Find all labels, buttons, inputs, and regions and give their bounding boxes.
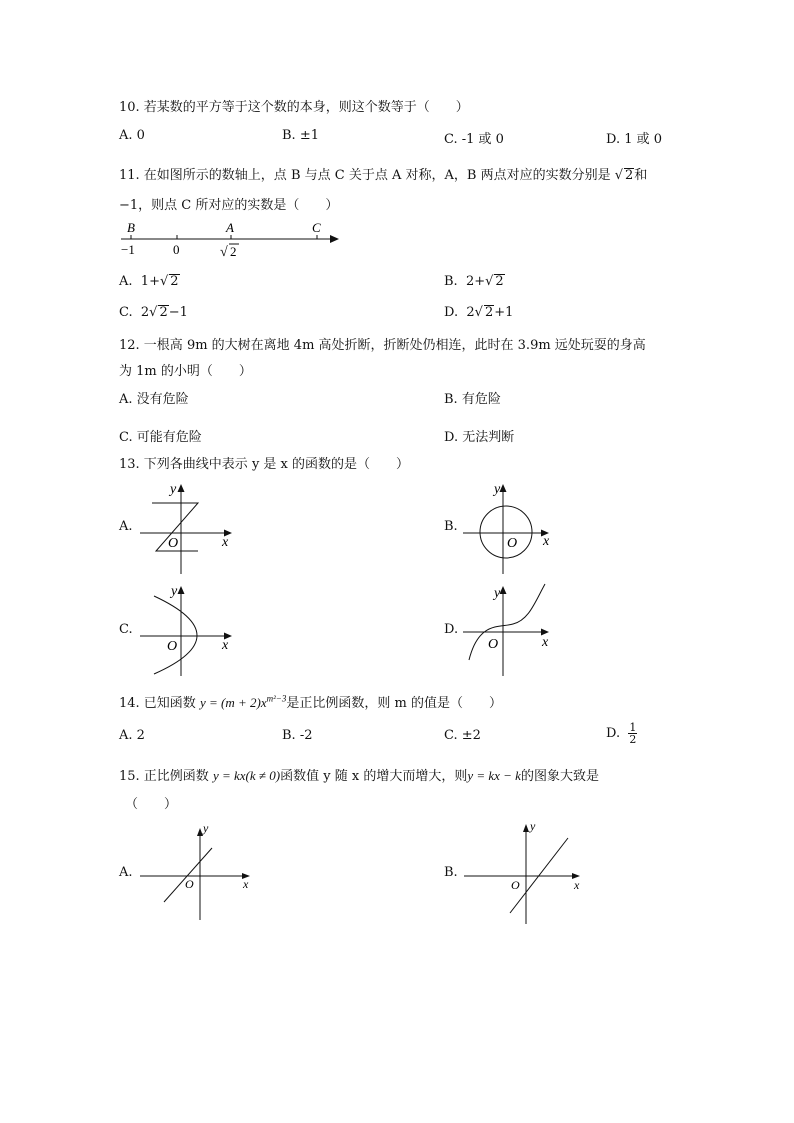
option-radicand: 2 — [495, 274, 504, 289]
x-label: x — [542, 635, 549, 650]
origin-label: O — [185, 877, 194, 891]
sqrt-symbol-icon: √ — [220, 245, 228, 260]
q15-stem-line2: （ ） — [125, 797, 178, 812]
q13-graph-b — [463, 480, 563, 575]
q15-formula1: y = kx(k ≠ 0) — [212, 768, 281, 783]
sqrt-symbol-icon: √ — [474, 305, 483, 320]
x-label: x — [574, 878, 580, 892]
q10-option-a[interactable]: A. 0 — [119, 128, 145, 143]
q15-graph-a — [140, 820, 260, 925]
label-a: A — [226, 220, 234, 235]
q11-stem-line1 — [119, 164, 647, 183]
y-axis-arrow-icon — [500, 484, 507, 492]
q10-option-c[interactable]: C. -1 或 0 — [444, 132, 504, 147]
y-label: y — [530, 819, 536, 833]
q13-graph-d — [463, 582, 563, 677]
label-c: C — [312, 220, 321, 235]
q10-option-d[interactable]: D. 1 或 0 — [606, 132, 663, 147]
q14-stem — [119, 692, 502, 711]
q12-option-c[interactable]: C. 可能有危险 — [119, 430, 202, 445]
option-letter: A. — [119, 274, 133, 289]
parabola-curve — [154, 596, 197, 674]
option-expr-pre: 1+ — [140, 274, 160, 289]
q11-stem-line2: −1，则点 C 所对应的实数是（ ） — [119, 198, 339, 213]
sqrt-symbol-icon: √ — [485, 274, 494, 289]
sqrt-symbol-icon: √ — [614, 168, 624, 183]
q11-stem-radicand: 2 — [625, 168, 634, 183]
origin-label: O — [167, 639, 178, 654]
x-label: x — [222, 535, 229, 550]
q14-option-b[interactable]: B. -2 — [282, 728, 313, 743]
q15-stem-mid: 函数值 y 随 x 的增大而增大，则 — [280, 769, 468, 784]
q13-stem: 13. 下列各曲线中表示 y 是 x 的函数的是（ ） — [119, 457, 410, 472]
line-graph — [164, 848, 212, 902]
y-label: y — [494, 482, 501, 497]
q13-option-a[interactable]: A. — [119, 519, 133, 534]
fraction — [628, 722, 637, 745]
label-b: B — [127, 220, 135, 235]
y-axis-arrow-icon — [178, 484, 185, 492]
tick-label-0: 0 — [173, 242, 180, 257]
fraction-denominator: 2 — [629, 733, 637, 746]
origin-label: O — [488, 637, 499, 652]
origin-label: O — [511, 878, 520, 892]
option-letter: C. — [119, 305, 133, 320]
q15-stem-pre: 15. 正比例函数 — [119, 769, 209, 784]
option-radicand: 2 — [159, 305, 168, 320]
q15-option-b[interactable]: B. — [444, 865, 458, 880]
y-label: y — [171, 584, 178, 599]
q11-stem-text: 11. 在如图所示的数轴上，点 B 与点 C 关于点 A 对称，A，B 两点对应的实数分别是 — [119, 168, 611, 183]
x-label: x — [243, 877, 249, 891]
q12-stem-line1: 12. 一根高 9m 的大树在离地 4m 高处折断，折断处仍相连，此时在 3.9m 远处玩耍的身高 — [119, 338, 646, 353]
tick-label-neg1: −1 — [121, 242, 135, 257]
q14-option-c[interactable]: C. ±2 — [444, 728, 481, 743]
y-label: y — [203, 821, 209, 835]
option-radicand: 2 — [484, 305, 494, 320]
option-letter: B. — [444, 274, 458, 289]
x-label: x — [543, 534, 550, 549]
q11-option-d[interactable] — [444, 305, 513, 320]
q15-formula2: y = kx − k — [467, 768, 521, 783]
option-expr-pre: 2+ — [465, 274, 486, 289]
q12-option-a[interactable]: A. 没有危险 — [119, 392, 189, 407]
y-axis-arrow-icon — [523, 824, 529, 832]
cubic-curve — [469, 584, 545, 660]
option-expr-post: +1 — [494, 305, 514, 320]
q15-stem-post: 的图象大致是 — [520, 769, 599, 784]
q11-stem-tail: 和 — [634, 168, 648, 183]
q13-graph-a — [140, 480, 240, 575]
sqrt-symbol-icon: √ — [149, 305, 158, 320]
fraction-numerator: 1 — [629, 721, 637, 734]
q13-option-d[interactable]: D. — [444, 622, 459, 637]
option-expr-post: −1 — [168, 305, 188, 320]
q13-option-b[interactable]: B. — [444, 519, 458, 534]
q11-option-a[interactable] — [119, 274, 180, 289]
q14-stem-pre: 14. 已知函数 — [119, 696, 196, 711]
option-expr-pre: 2 — [466, 305, 475, 320]
q12-option-b[interactable]: B. 有危险 — [444, 392, 501, 407]
q10-stem: 10. 若某数的平方等于这个数的本身，则这个数等于（ ） — [119, 100, 469, 115]
origin-label: O — [507, 536, 518, 551]
q13-option-c[interactable]: C. — [119, 622, 133, 637]
circle-curve — [480, 506, 532, 558]
y-label: y — [170, 482, 177, 497]
q12-stem-line2: 为 1m 的小明（ ） — [119, 364, 252, 379]
q11-number-line — [119, 218, 349, 260]
q14-formula: y = (m + 2)x — [199, 695, 267, 710]
q15-option-a[interactable]: A. — [119, 865, 133, 880]
q15-graph-b — [464, 818, 589, 928]
q13-graph-c — [140, 582, 240, 677]
q10-option-b[interactable]: B. ±1 — [282, 128, 319, 143]
sqrt-symbol-icon: √ — [159, 274, 169, 289]
y-axis-arrow-icon — [178, 586, 185, 594]
q15-stem-line1 — [119, 765, 599, 784]
option-expr-pre: 2 — [140, 305, 150, 320]
q14-option-d[interactable] — [606, 722, 637, 745]
q14-stem-post: 是正比例函数，则 m 的值是（ ） — [286, 696, 502, 711]
option-letter: D. — [444, 305, 459, 320]
q14-exponent: m²−3 — [266, 693, 287, 704]
option-letter: D. — [606, 726, 621, 741]
q14-option-a[interactable]: A. 2 — [119, 728, 145, 743]
q11-option-b[interactable] — [444, 274, 505, 289]
q12-option-d[interactable]: D. 无法判断 — [444, 430, 515, 445]
origin-label: O — [168, 536, 179, 551]
x-label: x — [222, 638, 229, 653]
option-radicand: 2 — [170, 274, 179, 289]
tick-label-sqrt2: 2 — [230, 244, 237, 259]
y-axis-arrow-icon — [500, 586, 507, 594]
y-label: y — [494, 586, 501, 601]
q11-option-c[interactable] — [119, 305, 188, 320]
number-line-arrow-icon — [330, 235, 339, 243]
